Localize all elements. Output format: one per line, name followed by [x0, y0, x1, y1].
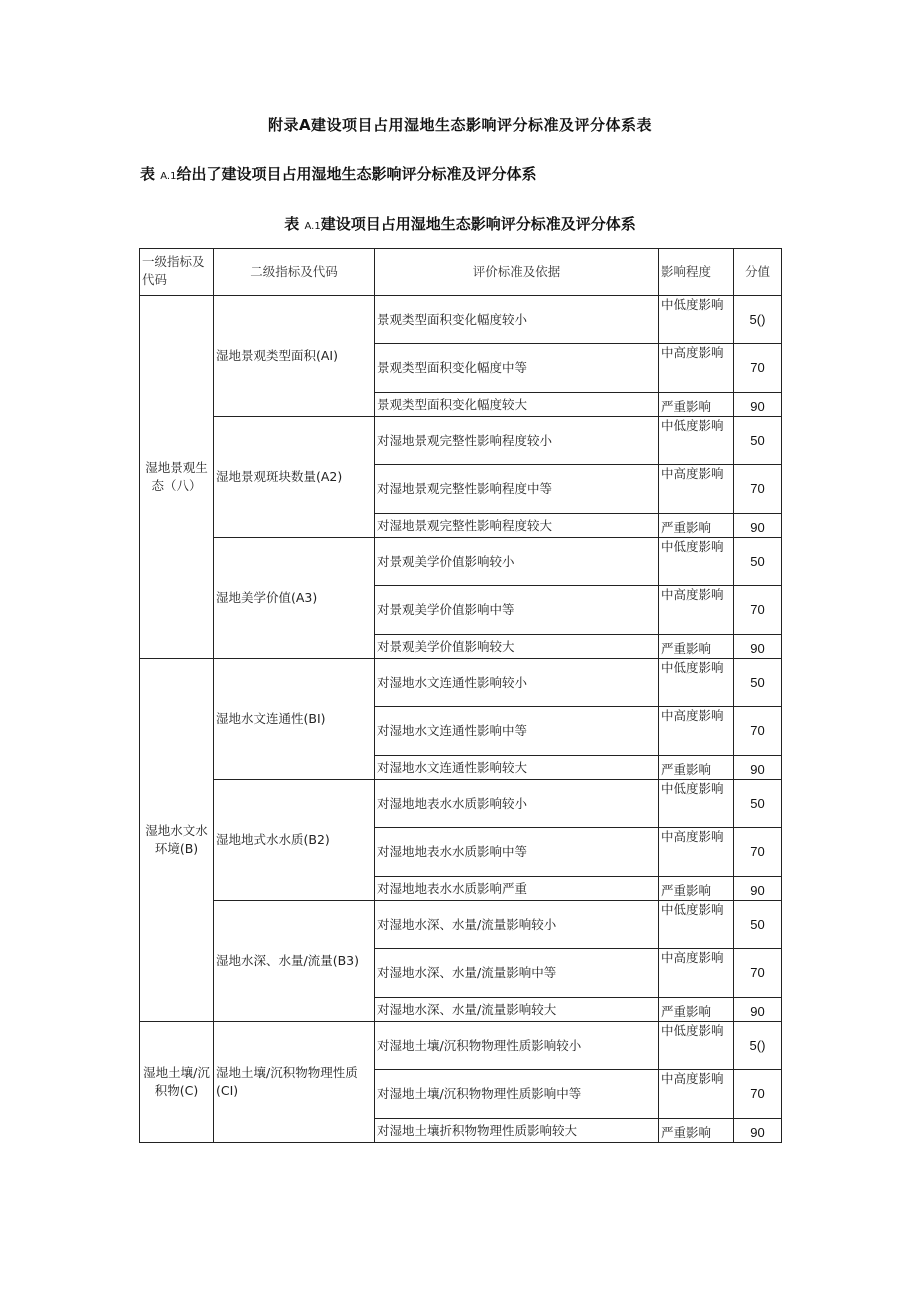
- header-degree: 影响程度: [659, 249, 734, 296]
- score-cell: 5(): [734, 296, 782, 344]
- impact-degree-cell: 中高度影响: [659, 949, 734, 998]
- impact-degree-cell: 中低度影响: [659, 901, 734, 949]
- score-cell: 90: [734, 393, 782, 417]
- score-cell: 90: [734, 1119, 782, 1143]
- score-cell: 90: [734, 635, 782, 659]
- score-cell: 70: [734, 707, 782, 756]
- scoring-table: [139, 248, 782, 1143]
- impact-degree-cell: 中高度影响: [659, 828, 734, 877]
- impact-degree-cell: 中高度影响: [659, 586, 734, 635]
- level2-indicator: 湿地水深、水量/流量(B3): [214, 901, 375, 1022]
- table-row: [140, 659, 782, 707]
- score-cell: 70: [734, 586, 782, 635]
- impact-degree-cell: 中高度影响: [659, 707, 734, 756]
- criteria-cell: 景观类型面积变化幅度中等: [375, 344, 659, 393]
- intro-table-ref: A.1: [160, 171, 177, 182]
- criteria-cell: 对湿地景观完整性影响程度较小: [375, 417, 659, 465]
- intro-prefix: 表: [140, 165, 156, 183]
- table-header-row: [140, 249, 782, 296]
- criteria-cell: 对湿地水深、水量/流量影响较小: [375, 901, 659, 949]
- criteria-cell: 对景观美学价值影响较大: [375, 635, 659, 659]
- header-score: 分值: [734, 249, 782, 296]
- impact-degree-cell: 严重影响: [659, 635, 734, 659]
- score-cell: 70: [734, 465, 782, 514]
- impact-degree-cell: 严重影响: [659, 877, 734, 901]
- criteria-cell: 对湿地景观完整性影响程度较大: [375, 514, 659, 538]
- table-row: [140, 780, 782, 828]
- caption-text: 建设项目占用湿地生态影响评分标准及评分体系: [320, 215, 636, 233]
- impact-degree-cell: 中低度影响: [659, 417, 734, 465]
- table-row: [140, 296, 782, 344]
- level1-indicator: 湿地土壤/沉积物(C): [140, 1022, 214, 1143]
- score-cell: 90: [734, 998, 782, 1022]
- level1-indicator: 湿地景观生态（八）: [140, 296, 214, 659]
- criteria-cell: 对湿地水深、水量/流量影响中等: [375, 949, 659, 998]
- score-cell: 50: [734, 659, 782, 707]
- score-cell: 50: [734, 538, 782, 586]
- caption-table-ref: A.1: [304, 221, 321, 232]
- table-caption: [0, 213, 920, 234]
- score-cell: 70: [734, 828, 782, 877]
- header-level1: 一级指标及代码: [140, 249, 214, 296]
- score-cell: 5(): [734, 1022, 782, 1070]
- level2-indicator: 湿地地式水水质(B2): [214, 780, 375, 901]
- score-cell: 50: [734, 417, 782, 465]
- intro-text: 给出了建设项目占用湿地生态影响评分标准及评分体系: [176, 165, 537, 183]
- impact-degree-cell: 严重影响: [659, 998, 734, 1022]
- criteria-cell: 对景观美学价值影响中等: [375, 586, 659, 635]
- document-title: 附录A建设项目占用湿地生态影响评分标准及评分体系表: [267, 116, 653, 134]
- level1-indicator: 湿地水文水环境(B): [140, 659, 214, 1022]
- caption-prefix: 表: [284, 215, 300, 233]
- criteria-cell: 对湿地水文连通性影响中等: [375, 707, 659, 756]
- criteria-cell: 对湿地景观完整性影响程度中等: [375, 465, 659, 514]
- impact-degree-cell: 严重影响: [659, 514, 734, 538]
- score-cell: 70: [734, 949, 782, 998]
- table-row: [140, 1022, 782, 1070]
- impact-degree-cell: 中高度影响: [659, 344, 734, 393]
- criteria-cell: 对景观美学价值影响较小: [375, 538, 659, 586]
- criteria-cell: 对湿地地表水水质影响较小: [375, 780, 659, 828]
- header-level2: 二级指标及代码: [214, 249, 375, 296]
- level2-indicator: 湿地景观类型面积(AI): [214, 296, 375, 417]
- table-row: [140, 417, 782, 465]
- level2-indicator: 湿地美学价值(A3): [214, 538, 375, 659]
- score-cell: 50: [734, 780, 782, 828]
- criteria-cell: 对湿地地表水水质影响中等: [375, 828, 659, 877]
- impact-degree-cell: 中低度影响: [659, 296, 734, 344]
- criteria-cell: 景观类型面积变化幅度较小: [375, 296, 659, 344]
- impact-degree-cell: 严重影响: [659, 1119, 734, 1143]
- level2-indicator: 湿地水文连通性(BI): [214, 659, 375, 780]
- score-cell: 90: [734, 514, 782, 538]
- impact-degree-cell: 中高度影响: [659, 1070, 734, 1119]
- header-criteria: 评价标准及依据: [375, 249, 659, 296]
- level2-indicator: 湿地景观斑块数量(A2): [214, 417, 375, 538]
- impact-degree-cell: 严重影响: [659, 756, 734, 780]
- score-cell: 70: [734, 344, 782, 393]
- level2-indicator: 湿地土壤/沉积物物理性质(CI): [214, 1022, 375, 1143]
- score-cell: 90: [734, 756, 782, 780]
- criteria-cell: 对湿地水深、水量/流量影响较大: [375, 998, 659, 1022]
- table-row: [140, 538, 782, 586]
- table-body: [140, 296, 782, 1143]
- criteria-cell: 对湿地地表水水质影响严重: [375, 877, 659, 901]
- score-cell: 70: [734, 1070, 782, 1119]
- intro-paragraph: [140, 163, 536, 184]
- impact-degree-cell: 中低度影响: [659, 659, 734, 707]
- criteria-cell: 对湿地土壤折积物物理性质影响较大: [375, 1119, 659, 1143]
- impact-degree-cell: 中低度影响: [659, 538, 734, 586]
- criteria-cell: 对湿地土壤/沉积物物理性质影响较小: [375, 1022, 659, 1070]
- impact-degree-cell: 中低度影响: [659, 1022, 734, 1070]
- score-cell: 50: [734, 901, 782, 949]
- criteria-cell: 对湿地土壤/沉积物物理性质影响中等: [375, 1070, 659, 1119]
- impact-degree-cell: 严重影响: [659, 393, 734, 417]
- score-cell: 90: [734, 877, 782, 901]
- criteria-cell: 对湿地水文连通性影响较小: [375, 659, 659, 707]
- table-row: [140, 901, 782, 949]
- impact-degree-cell: 中低度影响: [659, 780, 734, 828]
- criteria-cell: 景观类型面积变化幅度较大: [375, 393, 659, 417]
- criteria-cell: 对湿地水文连通性影响较大: [375, 756, 659, 780]
- impact-degree-cell: 中高度影响: [659, 465, 734, 514]
